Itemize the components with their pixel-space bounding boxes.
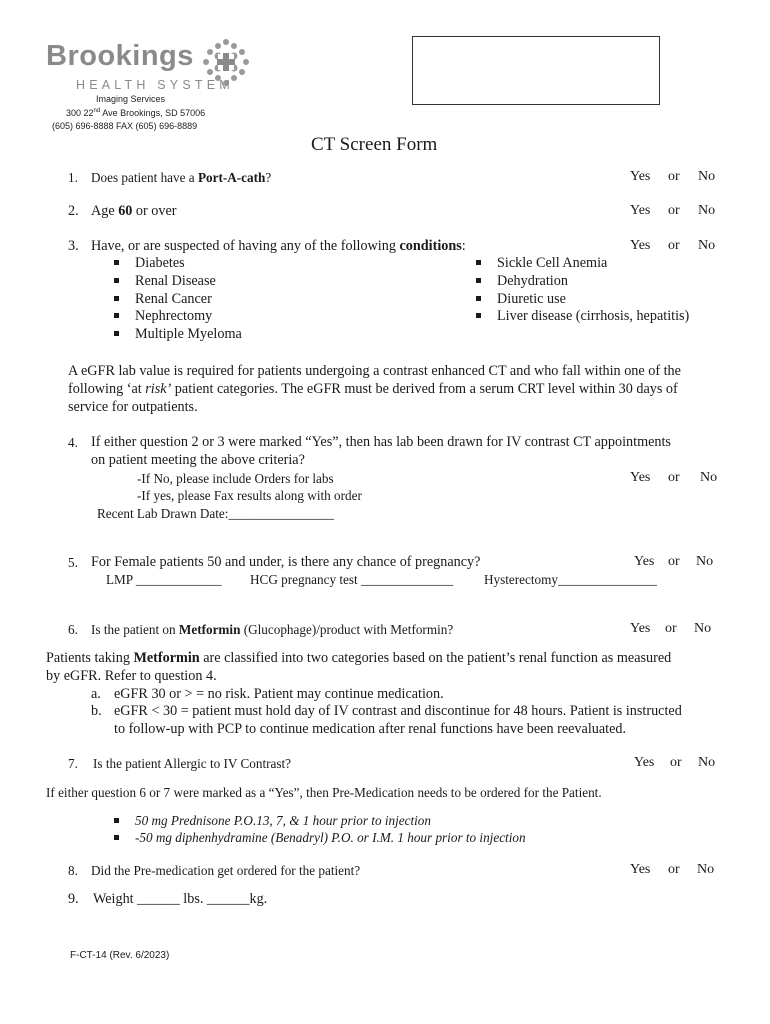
premedication-item: 50 mg Prednisone P.O.13, 7, & 1 hour prior to injection xyxy=(114,813,431,829)
bullet-icon xyxy=(476,296,481,301)
condition-item: Diuretic use xyxy=(476,291,566,308)
question-2-no[interactable]: No xyxy=(698,203,716,218)
bullet-icon xyxy=(114,818,119,823)
question-3-number: 3. xyxy=(68,238,79,254)
question-9-number: 9. xyxy=(68,891,79,907)
hcg-test-field[interactable]: HCG pregnancy test ______________ xyxy=(250,572,454,587)
question-1-text: Does patient have a Port-A-cath? xyxy=(91,170,272,185)
condition-item: Dehydration xyxy=(476,273,568,290)
question-2-number: 2. xyxy=(68,203,79,219)
egfr-paragraph-line-1: A eGFR lab value is required for patients undergoing a contrast enhanced CT and who fall within one of the xyxy=(68,363,681,379)
page-title: CT Screen Form xyxy=(311,134,438,155)
bullet-icon xyxy=(114,260,119,265)
metformin-item-b-line-2: to follow-up with PCP to continue medication after renal functions have been reevaluated. xyxy=(114,721,627,737)
question-7-yes[interactable]: Yes xyxy=(634,755,655,770)
metformin-item-a: eGFR 30 or > = no risk. Patient may continue medication. xyxy=(114,686,444,702)
question-6-text: Is the patient on Metformin (Glucophage)/product with Metformin? xyxy=(91,622,454,637)
bullet-icon xyxy=(476,313,481,318)
question-8-text: Did the Pre-medication get ordered for the patient? xyxy=(91,863,361,878)
address-line: 300 22nd Ave Brookings, SD 57006 xyxy=(66,108,206,118)
question-2-or: or xyxy=(668,203,680,218)
hysterectomy-field[interactable]: Hysterectomy_______________ xyxy=(484,572,657,587)
question-6-number: 6. xyxy=(68,622,78,637)
question-3-text: Have, or are suspected of having any of the following conditions: xyxy=(91,238,466,254)
egfr-paragraph-line-2: following ‘at risk’ patient categories. The eGFR must be derived from a serum CRT level within 30 days of xyxy=(68,381,678,397)
question-7-or: or xyxy=(670,755,682,770)
question-2-yes[interactable]: Yes xyxy=(630,203,651,218)
question-6-or: or xyxy=(665,621,677,636)
question-2-text: Age 60 or over xyxy=(91,203,177,219)
question-4-or: or xyxy=(668,470,680,485)
metformin-item-b-line-1: eGFR < 30 = patient must hold day of IV contrast and discontinue for 48 hours. Patient is instructed xyxy=(114,703,682,719)
condition-item: Multiple Myeloma xyxy=(114,326,242,343)
question-3-or: or xyxy=(668,238,680,253)
bullet-icon xyxy=(476,278,481,283)
metformin-item-b-label: b. xyxy=(91,703,102,719)
egfr-paragraph-line-3: service for outpatients. xyxy=(68,399,198,415)
question-7-text: Is the patient Allergic to IV Contrast? xyxy=(93,756,292,771)
department-name: Imaging Services xyxy=(96,94,166,104)
question-5-number: 5. xyxy=(68,555,78,570)
bullet-icon xyxy=(114,296,119,301)
question-8-yes[interactable]: Yes xyxy=(630,862,651,877)
question-4-text-line-2: on patient meeting the above criteria? xyxy=(91,452,305,468)
bullet-icon xyxy=(476,260,481,265)
question-4-sub-no: -If No, please include Orders for labs xyxy=(137,471,334,486)
condition-item: Diabetes xyxy=(114,255,185,272)
condition-item: Renal Disease xyxy=(114,273,216,290)
bullet-icon xyxy=(114,313,119,318)
brand-name: Brookings xyxy=(46,40,194,72)
bullet-icon xyxy=(114,331,119,336)
condition-item: Nephrectomy xyxy=(114,308,212,325)
label-box xyxy=(412,36,660,105)
lmp-field[interactable]: LMP _____________ xyxy=(106,572,222,587)
condition-item: Renal Cancer xyxy=(114,291,212,308)
lab-drawn-date-field[interactable]: Recent Lab Drawn Date:________________ xyxy=(97,506,334,521)
question-4-text-line-1: If either question 2 or 3 were marked “Yes”, then has lab been drawn for IV contrast CT appointments xyxy=(91,434,671,450)
question-8-no[interactable]: No xyxy=(697,862,715,877)
question-4-yes[interactable]: Yes xyxy=(630,470,651,485)
question-1-yes[interactable]: Yes xyxy=(630,169,651,184)
question-5-yes[interactable]: Yes xyxy=(634,554,655,569)
question-1-or: or xyxy=(668,169,680,184)
question-8-or: or xyxy=(668,862,680,877)
question-1-number: 1. xyxy=(68,170,78,185)
question-3-yes[interactable]: Yes xyxy=(630,238,651,253)
question-7-no[interactable]: No xyxy=(698,755,716,770)
question-4-no[interactable]: No xyxy=(700,470,718,485)
metformin-paragraph-line-1: Patients taking Metformin are classified into two categories based on the patient’s renal function as measured xyxy=(46,650,672,666)
question-8-number: 8. xyxy=(68,863,78,878)
premedication-item: -50 mg diphenhydramine (Benadryl) P.O. or I.M. 1 hour prior to injection xyxy=(114,830,526,846)
question-6-yes[interactable]: Yes xyxy=(630,621,651,636)
form-revision-footer: F-CT-14 (Rev. 6/2023) xyxy=(70,950,170,961)
weight-field[interactable]: Weight ______ lbs. ______kg. xyxy=(93,891,268,907)
bullet-icon xyxy=(114,835,119,840)
condition-item: Sickle Cell Anemia xyxy=(476,255,607,272)
metformin-item-a-label: a. xyxy=(91,686,101,702)
condition-item: Liver disease (cirrhosis, hepatitis) xyxy=(476,308,689,325)
metformin-paragraph-line-2: by eGFR. Refer to question 4. xyxy=(46,668,217,684)
question-1-no[interactable]: No xyxy=(698,169,716,184)
question-6-no[interactable]: No xyxy=(694,621,712,636)
question-5-no[interactable]: No xyxy=(696,554,714,569)
question-5-text: For Female patients 50 and under, is there any chance of pregnancy? xyxy=(91,554,481,570)
phone-line: (605) 696-8888 FAX (605) 696-8889 xyxy=(52,121,198,131)
question-7-number: 7. xyxy=(68,756,78,771)
question-5-or: or xyxy=(668,554,680,569)
question-3-no[interactable]: No xyxy=(698,238,716,253)
bullet-icon xyxy=(114,278,119,283)
question-4-number: 4. xyxy=(68,435,78,450)
premedication-note: If either question 6 or 7 were marked as a “Yes”, then Pre-Medication needs to be ordered for the Patient. xyxy=(46,785,602,800)
question-4-sub-yes: -If yes, please Fax results along with order xyxy=(137,488,362,503)
brand-subtitle: HEALTH SYSTEM xyxy=(76,78,234,92)
